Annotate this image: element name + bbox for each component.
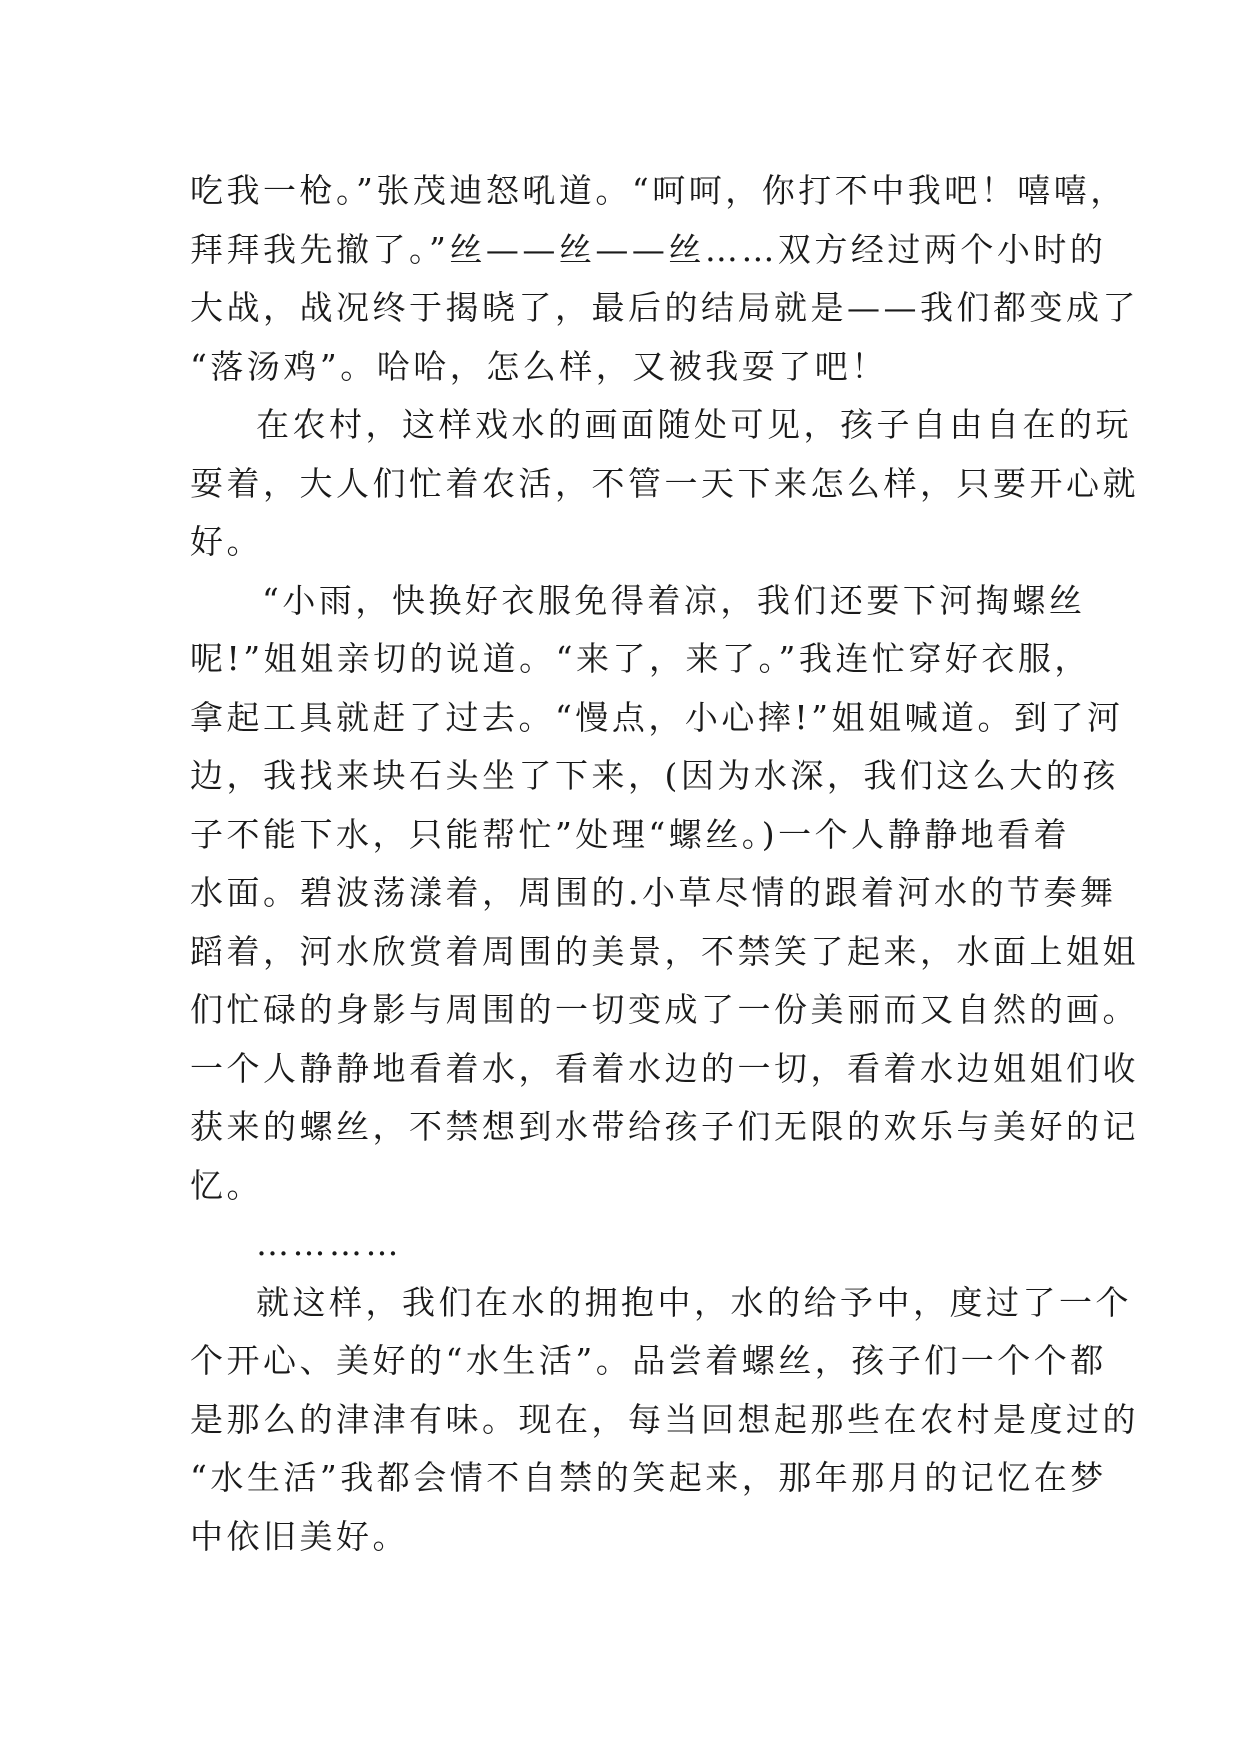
text-line: 一个人静静地看着水，看着水边的一切，看着水边姐姐们收 bbox=[190, 1048, 1139, 1088]
text-line: 水面。碧波荡漾着，周围的.小草尽情的跟着河水的节奏舞 bbox=[190, 873, 1117, 912]
text-line: 呢!”姐姐亲切的说道。“来了，来了。”我连忙穿好衣服， bbox=[190, 639, 1091, 678]
text-line: 子不能下水，只能帮忙”处理“螺丝。)一个人静静地看着 bbox=[190, 814, 1071, 854]
text-line: 耍着，大人们忙着农活，不管一天下来怎么样，只要开心就 bbox=[190, 463, 1139, 503]
text-line: 拿起工具就赶了过去。“慢点，小心摔!”姐姐喊道。到了河 bbox=[190, 697, 1124, 737]
text-line: 个开心、美好的“水生活”。品尝着螺丝，孩子们一个个都 bbox=[190, 1341, 1107, 1380]
text-line: 忆。 bbox=[190, 1165, 263, 1205]
text-line: 获来的螺丝，不禁想到水带给孩子们无限的欢乐与美好的记 bbox=[190, 1107, 1139, 1146]
text-line: “小雨，快换好衣服免得着凉，我们还要下河掏螺丝 bbox=[262, 580, 1086, 620]
text-line: “落汤鸡”。哈哈，怎么样，又被我耍了吧！ bbox=[190, 346, 888, 386]
text-line: 边，我找来块石头坐了下来，(因为水深，我们这么大的孩 bbox=[190, 756, 1119, 795]
text-line: 是那么的津津有味。现在，每当回想起那些在农村是度过的 bbox=[190, 1399, 1139, 1439]
text-line: 吃我一枪。”张茂迪怒吼道。“呵呵，你打不中我吧！嘻嘻， bbox=[190, 171, 1127, 210]
text-line: 好。 bbox=[190, 522, 263, 561]
text-line: 拜拜我先撤了。”丝——丝——丝……双方经过两个小时的 bbox=[190, 229, 1107, 269]
text-line: 就这样，我们在水的拥抱中，水的给予中，度过了一个 bbox=[256, 1282, 1132, 1322]
text-line: 中依旧美好。 bbox=[190, 1516, 409, 1556]
text-line: 们忙碌的身影与周围的一切变成了一份美丽而又自然的画。 bbox=[190, 990, 1139, 1029]
document-body bbox=[190, 162, 1139, 1566]
text-line: 在农村，这样戏水的画面随处可见，孩子自由自在的玩 bbox=[256, 405, 1132, 444]
text-line: “水生活”我都会情不自禁的笑起来，那年那月的记忆在梦 bbox=[190, 1458, 1107, 1497]
text-line: 蹈着，河水欣赏着周围的美景，不禁笑了起来，水面上姐姐 bbox=[190, 931, 1139, 971]
ellipsis-line: ………… bbox=[256, 1224, 402, 1263]
text-line: 大战，战况终于揭晓了，最后的结局就是——我们都变成了 bbox=[190, 288, 1139, 327]
